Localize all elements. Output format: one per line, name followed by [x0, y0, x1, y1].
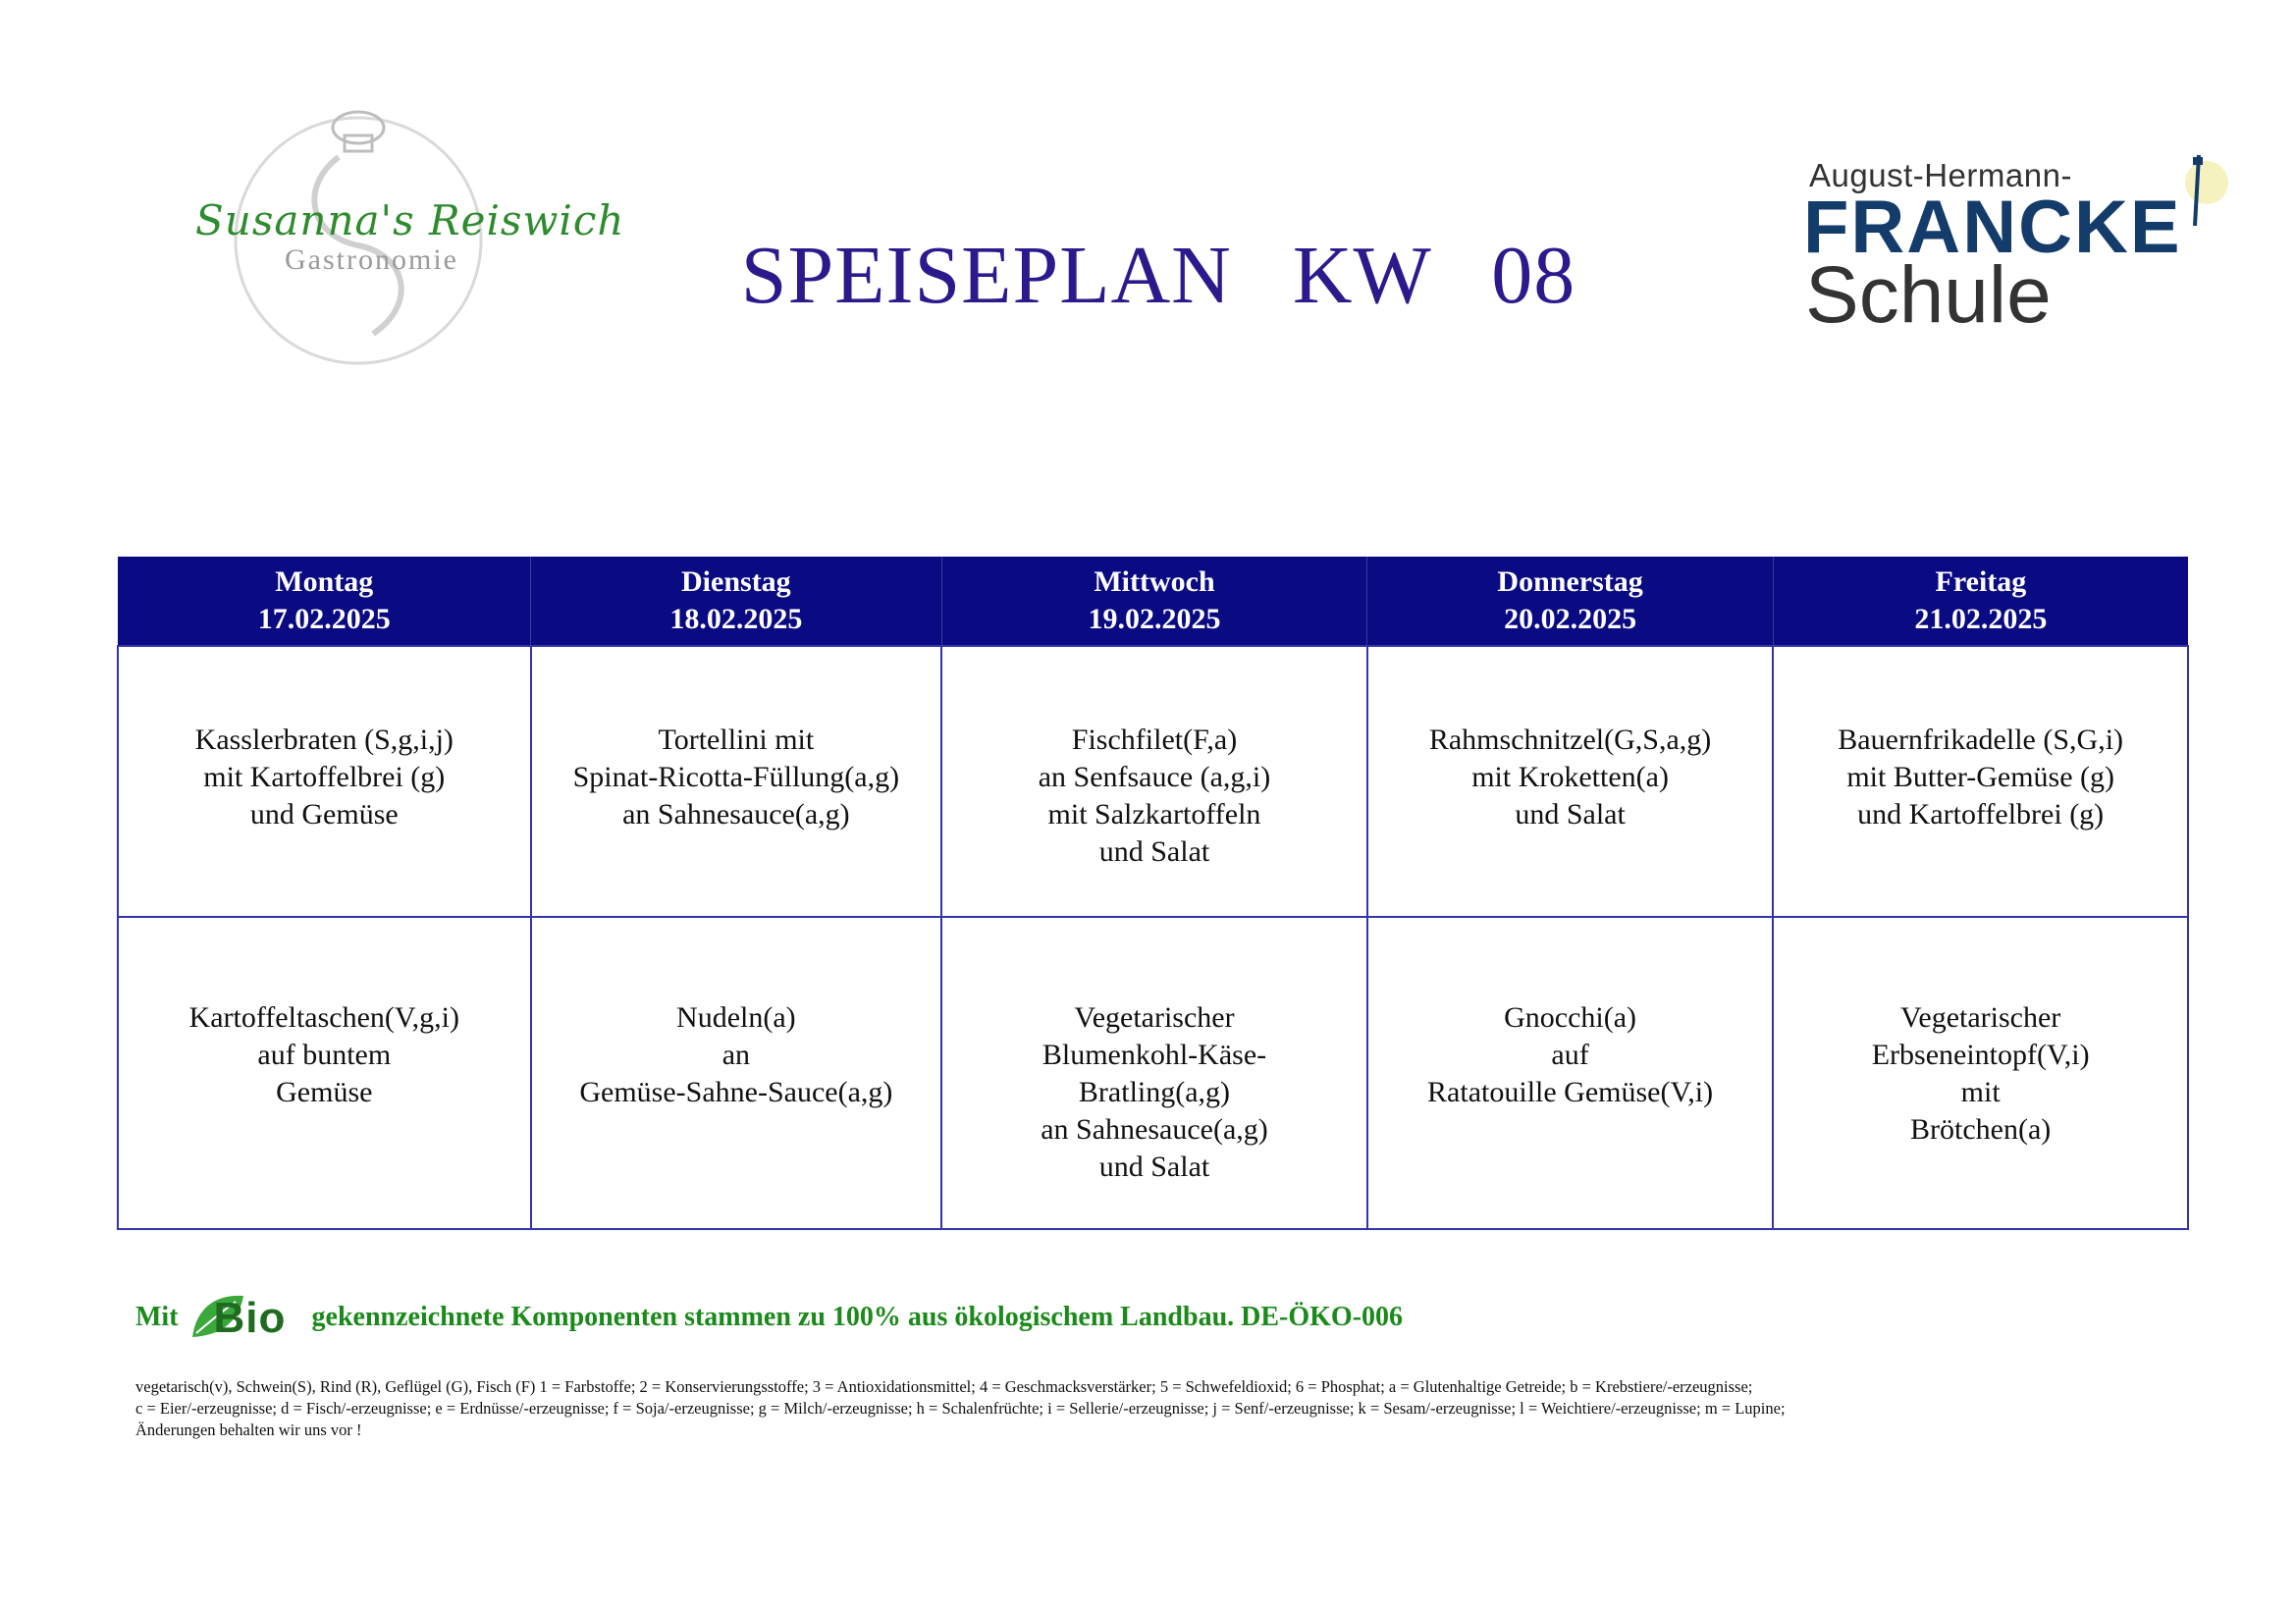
dish-line: und Salat	[1515, 798, 1626, 831]
school-logo-main: FRANCKE	[1803, 186, 2182, 269]
legend-line: c = Eier/-erzeugnisse; d = Fisch/-erzeugnisse; e = Erdnüsse/-erzeugnisse; f = Soja/-erzeugnisse; g = Milch/-erzeugnisse; h = Schalenfrüchte; i = Sellerie/-erzeugnisse; j = Senf/-erzeugnisse; k = Sesam/-erzeugnisse; l = Weichtiere/-erzeugnisse; m = Lupine;	[135, 1399, 1786, 1418]
dish-line: mit Kroketten(a)	[1471, 761, 1669, 793]
dish-line: Erbseneintopf(V,i)	[1871, 1039, 2090, 1071]
menu1-cell	[531, 646, 942, 917]
dish-line: Kartoffeltaschen(V,g,i)	[188, 1001, 460, 1034]
menu2-cell	[1367, 917, 1774, 1229]
day-date: 19.02.2025	[1088, 603, 1221, 635]
day-name: Freitag	[1935, 565, 2027, 598]
menu2-cell	[118, 917, 531, 1229]
day-header	[118, 557, 531, 646]
school-logo-top: August-Hermann-	[1809, 157, 2072, 193]
day-name: Montag	[275, 565, 374, 598]
menu-table	[117, 557, 2189, 1230]
page-title: SPEISEPLAN KW 08	[740, 230, 1576, 321]
school-logo-bottom: Schule	[1805, 250, 2052, 340]
day-date: 21.02.2025	[1914, 603, 2048, 635]
day-name: Donnerstag	[1497, 565, 1643, 598]
bio-note	[135, 1288, 1403, 1347]
dish-line: Ratatouille Gemüse(V,i)	[1427, 1076, 1714, 1108]
day-header	[1773, 557, 2188, 646]
dish-line: mit Salzkartoffeln	[1047, 798, 1261, 831]
dish-line: auf	[1551, 1039, 1589, 1071]
caterer-subtitle: Gastronomie	[285, 243, 458, 276]
dish-line: Gnocchi(a)	[1504, 1001, 1637, 1034]
legend-line: Änderungen behalten wir uns vor !	[135, 1420, 362, 1439]
dish-line: an	[721, 1039, 751, 1071]
day-date: 17.02.2025	[257, 603, 391, 635]
dish-line: Brötchen(a)	[1910, 1113, 2052, 1146]
dish-line: Rahmschnitzel(G,S,a,g)	[1428, 724, 1712, 756]
dish-line: und Kartoffelbrei (g)	[1857, 798, 2105, 831]
menu1-cell	[941, 646, 1367, 917]
dish-line: an Sahnesauce(a,g)	[622, 798, 850, 831]
dish-line: und Gemüse	[249, 798, 399, 831]
dish-line: Nudeln(a)	[676, 1001, 796, 1034]
menu1-cell	[118, 646, 531, 917]
dish-line: an Sahnesauce(a,g)	[1041, 1113, 1268, 1146]
caterer-name: Susanna's Reiswich	[195, 196, 625, 244]
dish-line: an Senfsauce (a,g,i)	[1038, 761, 1271, 793]
dish-line: Fischfilet(F,a)	[1071, 724, 1238, 756]
allergen-legend	[135, 1376, 2177, 1441]
day-name: Mittwoch	[1094, 565, 1215, 598]
day-header	[531, 557, 942, 646]
menu-row-2	[118, 917, 2188, 1229]
dish-line: mit Butter-Gemüse (g)	[1846, 761, 2114, 793]
dish-line: auf buntem	[257, 1039, 392, 1071]
bio-text: gekennzeichnete Komponenten stammen zu 100% aus ökologischem Landbau. DE-ÖKO-006	[311, 1302, 1404, 1332]
bio-badge	[187, 1288, 302, 1347]
dish-line: und Salat	[1098, 1151, 1210, 1183]
school-logo	[1801, 147, 2253, 344]
lighthouse-icon	[2169, 147, 2238, 236]
dish-line: Spinat-Ricotta-Füllung(a,g)	[572, 761, 900, 793]
dish-line: Bauernfrikadelle (S,G,i)	[1838, 724, 2124, 756]
header-row	[118, 557, 2188, 646]
dish-line: mit	[1960, 1076, 2001, 1108]
dish-line: Kasslerbraten (S,g,i,j)	[194, 724, 454, 756]
dish-line: Blumenkohl-Käse-	[1041, 1039, 1267, 1071]
day-header	[941, 557, 1367, 646]
dish-line: Bratling(a,g)	[1078, 1076, 1231, 1108]
day-header	[1367, 557, 1774, 646]
day-date: 20.02.2025	[1504, 603, 1637, 635]
day-date: 18.02.2025	[669, 603, 803, 635]
menu2-cell	[531, 917, 942, 1229]
day-name: Dienstag	[681, 565, 791, 598]
legend-line: vegetarisch(v), Schwein(S), Rind (R), Geflügel (G), Fisch (F) 1 = Farbstoffe; 2 = Konservierungsstoffe; 3 = Antioxidationsmittel; 4 = Geschmacksverstärker; 5 = Schwefeldioxid; 6 = Phosphat; a = Glutenhaltige Getreide; b = Krebstiere/-erzeugnisse;	[135, 1377, 1753, 1396]
dish-line: Gemüse	[276, 1076, 373, 1108]
menu2-cell	[941, 917, 1367, 1229]
menu-row-1	[118, 646, 2188, 917]
bio-badge-text: Bio	[213, 1294, 287, 1342]
dish-line: Vegetarischer	[1074, 1001, 1235, 1034]
bio-prefix: Mit	[135, 1302, 179, 1332]
dish-line: mit Kartoffelbrei (g)	[203, 761, 446, 793]
dish-line: und Salat	[1098, 835, 1210, 868]
menu1-cell	[1773, 646, 2188, 917]
menu1-cell	[1367, 646, 1774, 917]
dish-line: Gemüse-Sahne-Sauce(a,g)	[579, 1076, 893, 1108]
caterer-logo	[191, 98, 625, 383]
dish-line: Vegetarischer	[1900, 1001, 2061, 1034]
menu2-cell	[1773, 917, 2188, 1229]
dish-line: Tortellini mit	[658, 724, 815, 756]
